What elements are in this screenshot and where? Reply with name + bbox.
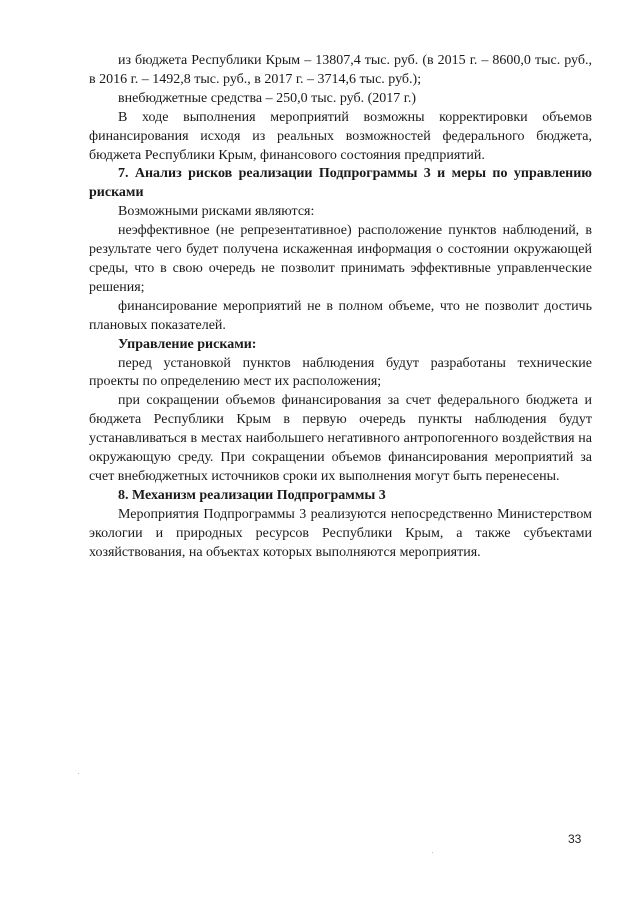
page-number: 33 [568,832,582,846]
paragraph-risk-funding: финансирование мероприятий не в полном объеме, что не позволит достичь плановых показателей. [89,298,592,333]
document-body [89,52,592,562]
paragraph-technical-projects: перед установкой пунктов наблюдения будут разработаны технические проекты по определению мест их расположения; [89,355,592,390]
scan-speck [78,773,79,774]
paragraph-extrabudgetary: внебюджетные средства – 250,0 тыс. руб. (2017 г.) [118,90,417,106]
paragraph-funding-adjustments: В ходе выполнения мероприятий возможны корректировки объемов финансирования исходя из реальных возможностей федерального бюджета, бюджета Республики Крым, финансового состояния предприятий. [89,109,592,163]
heading-implementation-mechanism: 8. Механизм реализации Подпрограммы 3 [118,487,386,503]
paragraph-possible-risks: Возможными рисками являются: [118,204,315,220]
heading-risk-analysis: 7. Анализ рисков реализации Подпрограммы 3 и меры по управлению рисками [89,166,592,201]
heading-risk-management: Управление рисками: [118,336,257,352]
paragraph-implementers: Мероприятия Подпрограммы 3 реализуются непосредственно Министерством экологии и природных ресурсов Республики Крым, а также субъектами хозяйствования, на объектах которых выполняются мероприятия. [89,506,592,560]
paragraph-funding-reduction: при сокращении объемов финансирования за счет федерального бюджета и бюджета Республики Крым в первую очередь пункты наблюдения будут устанавливаться в местах наибольшего негативного антропогенного воздействия на окружающую среду. При сокращении объемов финансирования мероприятий за счет внебюджетных источников сроки их выполнения могут быть перенесены. [89,393,592,484]
paragraph-budget-crimea: из бюджета Республики Крым – 13807,4 тыс. руб. (в 2015 г. – 8600,0 тыс. руб., в 2016 г. – 1492,8 тыс. руб., в 2017 г. – 3714,6 тыс. руб.); [89,53,592,87]
scan-speck [432,852,433,853]
paragraph-risk-placement: неэффективное (не репрезентативное) расположение пунктов наблюдений, в результате чего будет получена искаженная информация о состоянии окружающей среды, что в свою очередь не позволит принимать эффективные управленческие решения; [89,223,592,295]
